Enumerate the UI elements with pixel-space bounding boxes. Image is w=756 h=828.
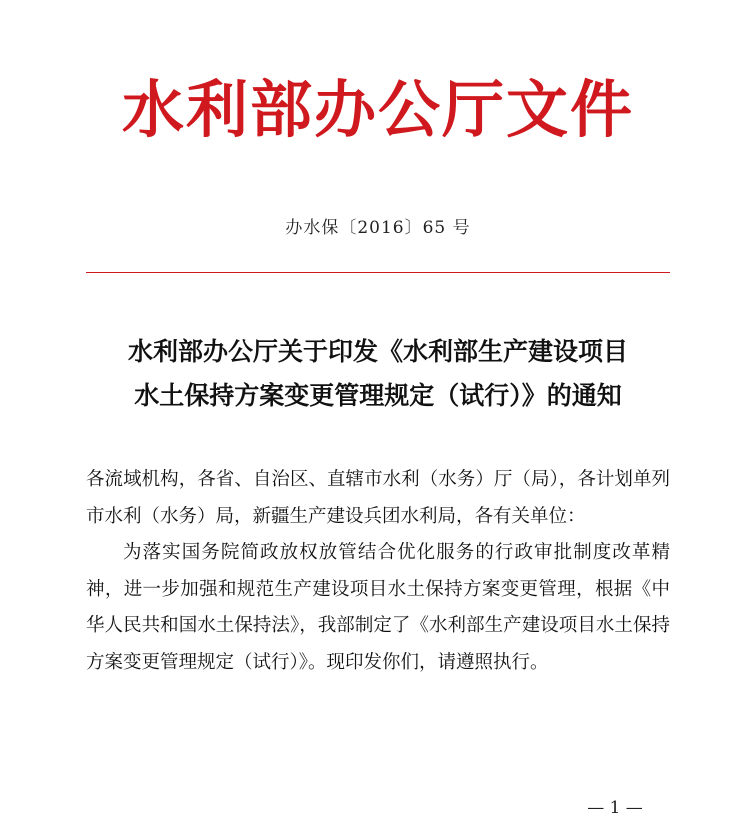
notice-title-line-1: 水利部办公厅关于印发《水利部生产建设项目	[127, 337, 628, 366]
notice-body	[86, 462, 670, 681]
notice-title	[0, 330, 756, 418]
page-number: — 1 —	[587, 798, 643, 818]
document-number: 办水保〔2016〕65 号	[285, 218, 471, 238]
red-separator-line	[86, 272, 670, 273]
body-paragraph: 为落实国务院简政放权放管结合优化服务的行政审批制度改革精神，进一步加强和规范生产建设项目水土保持方案变更管理，根据《中华人民共和国水土保持法》，我部制定了《水利部生产建设项目水土保持方案变更管理规定（试行）》。现印发你们，请遵照执行。	[86, 542, 670, 673]
addressees-paragraph: 各流域机构，各省、自治区、直辖市水利（水务）厅（局），各计划单列市水利（水务）局，新疆生产建设兵团水利局，各有关单位：	[86, 469, 670, 527]
notice-title-line-2: 水土保持方案变更管理规定（试行）》的通知	[134, 381, 622, 410]
masthead-title: 水利部办公厅文件	[121, 73, 634, 146]
